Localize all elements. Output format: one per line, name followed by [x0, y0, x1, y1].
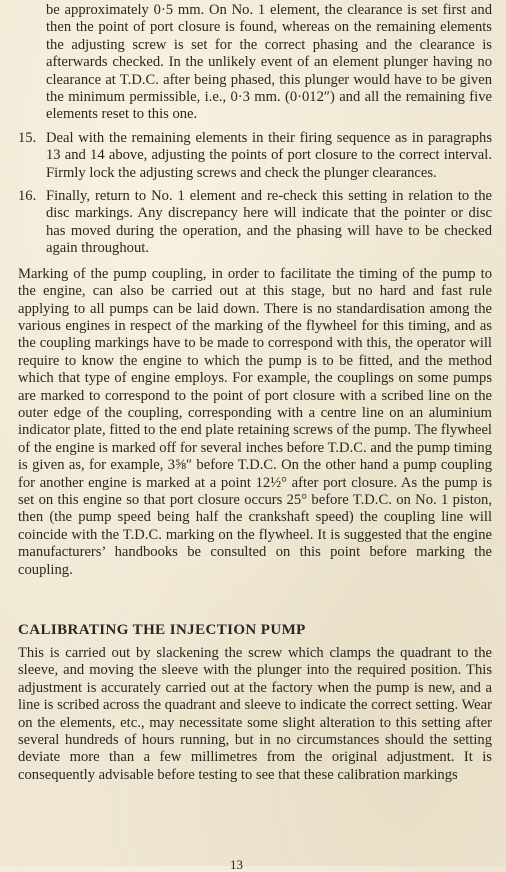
- list-item-number: 16.: [18, 188, 37, 205]
- list-item-15: [18, 130, 492, 182]
- page-number: 13: [230, 857, 243, 872]
- list-item-number: 15.: [18, 129, 37, 146]
- list-item-16: [18, 188, 492, 258]
- continuation-paragraph: be approximately 0·5 mm. On No. 1 element, the clearance is set first and then the point of port closure is found, whereas on the remaining elements the adjusting screw is set for the correct phasing and the clearance is afterwards checked. In the unlikely event of an element plunger having no clearance at T.D.C. after being phased, this plunger would have to be given the minimum permissible, i.e., 0·3 mm. (0·012″) and all the remaining five elements reset to this one.: [46, 2, 492, 123]
- list-item-text: Finally, return to No. 1 element and re-check this setting in relation to the disc markings. Any discrepancy here will indicate that the pointer or disc has moved during the operation, and the phasing will have to be checked again throughout.: [46, 188, 492, 257]
- calibration-paragraph: This is carried out by slackening the screw which clamps the quadrant to the sleeve, and moving the sleeve with the plunger into the required position. This adjustment is accurately carried out at the factory when the pump is new, and a line is scribed across the quadrant and sleeve to indicate the correct setting. Wear on the elements, etc., may necessitate some slight alteration to this setting after several hundreds of hours running, but in no circumstances should the setting deviate more than a few millimetres from the original adjustment. It is consequently advisable before testing to see that these calibration markings: [18, 645, 492, 783]
- section-heading: CALIBRATING THE INJECTION PUMP: [18, 622, 306, 638]
- coupling-marking-paragraph: Marking of the pump coupling, in order to facilitate the timing of the pump to the engine, can also be carried out at this stage, but no hard and fast rule applying to all pumps can be laid down. There is no standardisation among the various engines in respect of the marking of the flywheel for this timing, and as the coupling markings have to be made to correspond with this, the operator will require to know the engine to which the pump is to be fitted, and the method which that type of engine employs. For example, the couplings on some pumps are marked to correspond to the point of port closure with a scribed line on the outer edge of the coupling, corresponding with a centre line on an aluminium indicator plate, fitted to the end plate retaining screws of the pump. The flywheel of the engine is marked off for several inches before T.D.C. and the pump timing is given as, for example, 3⅝″ before T.D.C. On the other hand a pump coupling for another engine is marked at a point 12½° after port closure. As the pump is set on this engine so that port closure occurs 25° before T.D.C. on No. 1 piston, then (the pump speed being half the crankshaft speed) the coupling line will coincide with the T.D.C. marking on the flywheel. It is suggested that the engine manufacturers’ handbooks be consulted on this point before marking the coupling.: [18, 265, 492, 578]
- list-item-text: Deal with the remaining elements in their firing sequence as in paragraphs 13 and 14 above, adjusting the points of port closure to the correct interval. Firmly lock the adjusting screws and check the plunger clearances.: [46, 129, 492, 181]
